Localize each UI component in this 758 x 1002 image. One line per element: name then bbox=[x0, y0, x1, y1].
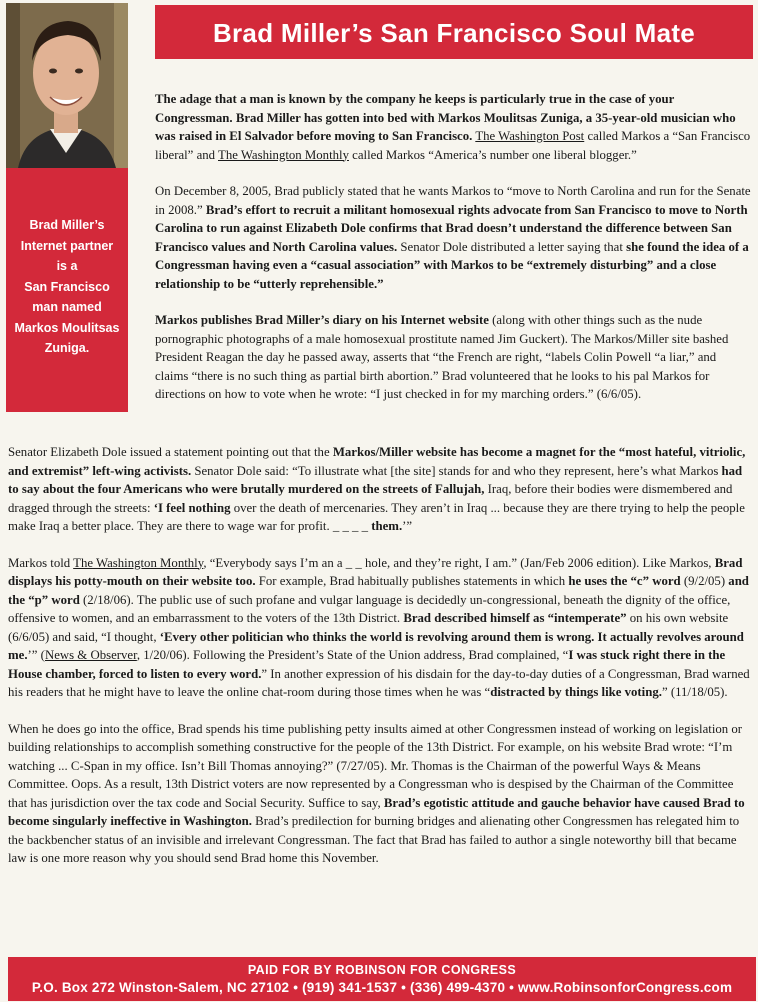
callout-line: is a bbox=[56, 259, 78, 273]
callout-line: Internet partner bbox=[20, 238, 114, 253]
headline-title: Brad Miller’s San Francisco Soul Mate bbox=[212, 18, 696, 48]
paragraph-potty-mouth: Markos told The Washington Monthly, “Everybody says I’m an a _ _ hole, and they’re right, I am.” (Jan/Feb 2006 edition). Like Markos, Brad displays his potty-mouth on their website too. For example, Brad habitually publishes statements in which he uses the “c” word (9/2/05) and the “p” word (2/18/06). The public use of such profane and vulgar language is decidedly un-congressional, beneath the dignity of the office, offensive to women, and an embarrassment to the voters of the 13th District. Brad described himself as “intemperate” on his own website (6/6/05) and said, “I thought, ‘Every other politician who thinks the world is revolving around them is wrong. It actually revolves around me.’” (News & Observer, 1/20/06). Following the President’s State of the Union address, Brad complained, “I was stuck right there in the House chamber, forced to listen to every word.” In another expression of his disdain for the day-to-day duties of a Congressman, Brad warned his readers that he might have to leave the online chat-room during those times when he was “distracted by things like voting.” (11/18/05). bbox=[8, 555, 750, 699]
callout-line: Markos Moulitsas bbox=[14, 320, 120, 335]
full-column bbox=[8, 443, 752, 868]
callout-line: man named bbox=[32, 300, 102, 314]
paragraph-office: When he does go into the office, Brad spends his time publishing petty insults aimed at other Congressmen instead of working on legislation or building relationships to accomplish something constructive for the people of the 13th District. For example, on his website Brad wrote: “I’m watching ... C-Span in my office. Isn’t Bill Thomas annoying?” (7/27/05). Mr. Thomas is the Chairman of the powerful Ways & Means Committee. Oops. As a result, 13th District voters are now represented by a Congressman who is despised by the Chairman of the Committee that has jurisdiction over the tax code and Social Security. Suffice to say, Brad’s egotistic attitude and gauche behavior have caused Brad to become singularly ineffective in Washington. Brad’s predilection for burning bridges and alienating other Congressmen has relegated him to the backbencher status of an invisible and irrelevant Congressman. The fact that Brad has failed to author a single noteworthy bill that became law is one more reason why you should send Brad home this November. bbox=[8, 721, 745, 865]
washington-post-citation: The Washington Post bbox=[475, 129, 585, 143]
washington-monthly-citation: The Washington Monthly bbox=[218, 147, 349, 162]
paragraph-intro: The adage that a man is known by the company he keeps is particularly true in the case of your Congressman. Brad Miller has gotten into bed with Markos Moulitsas Zuniga, a 35-year-old musician who was raised in El Salvador before moving to San Francisco. The Washington Post called Markos a “San Francisco liberal” and The Washington Monthly called Markos “America’s number one liberal blogger.” bbox=[155, 92, 751, 162]
right-column bbox=[155, 90, 751, 404]
callout-line: Brad Miller’s bbox=[29, 218, 105, 232]
headline-banner bbox=[155, 5, 753, 59]
paragraph-dec-2005: On December 8, 2005, Brad publicly stated that he wants Markos to “move to North Carolina and run for the Senate in 2008.” Brad’s effort to recruit a militant homosexual rights advocate from San Francisco to move to North Carolina to run against Elizabeth Dole confirms that Brad doesn’t understand the difference between San Francisco values and North Carolina values. Senator Dole distributed a letter saying that she found the idea of a Congressman having even a “casual association” with Markos to be “extremely disturbing” and a close relationship to be “utterly reprehensible.” bbox=[155, 184, 751, 291]
footer-banner bbox=[8, 957, 756, 1001]
paragraph-website: Markos publishes Brad Miller’s diary on his Internet website (along with other things such as the nude pornographic photographs of a male homosexual prostitute named Jim Guckert). The Markos/Miller site bashed President Reagan the day he passed away, asserts that “the French are right, “labels Colin Powell “a liar,” and claims “there is no such thing as partial birth abortion.” Brad volunteered that he looks to his pal Markos for directions on how to vote when he wrote: “I just checked in for my marching orders.” (6/6/05). bbox=[155, 313, 729, 401]
callout-line: Zuniga. bbox=[44, 341, 90, 355]
paragraph-dole-statement: Senator Elizabeth Dole issued a statement pointing out that the Markos/Miller website has become a magnet for the “most hateful, vitriolic, and extremist” left-wing activists. Senator Dole said: “To illustrate what [the site] stands for and who they represent, here’s what Markos had to say about the four Americans who were brutally murdered on the streets of Fallujah, Iraq, before their bodies were dismembered and dragged through the streets: ‘I feel nothing over the death of mercenaries. They aren’t in Iraq ... because they are there trying to help the people make Iraq a better place. They are there to wage war for profit. _ _ _ _ them.’” bbox=[8, 445, 746, 533]
sidebar-callout bbox=[6, 168, 128, 412]
callout-line: San Francisco bbox=[24, 279, 110, 294]
paid-for-disclaimer: PAID FOR BY ROBINSON FOR CONGRESS bbox=[247, 963, 517, 977]
contact-info: P.O. Box 272 Winston-Salem, NC 27102 • (919) 341-1537 • (336) 499-4370 • www.RobinsonforCongress.com bbox=[31, 980, 733, 995]
news-observer-citation: News & Observer bbox=[44, 648, 137, 662]
portrait-photo bbox=[6, 3, 128, 168]
washington-monthly-citation-2: The Washington Monthly bbox=[73, 555, 204, 570]
